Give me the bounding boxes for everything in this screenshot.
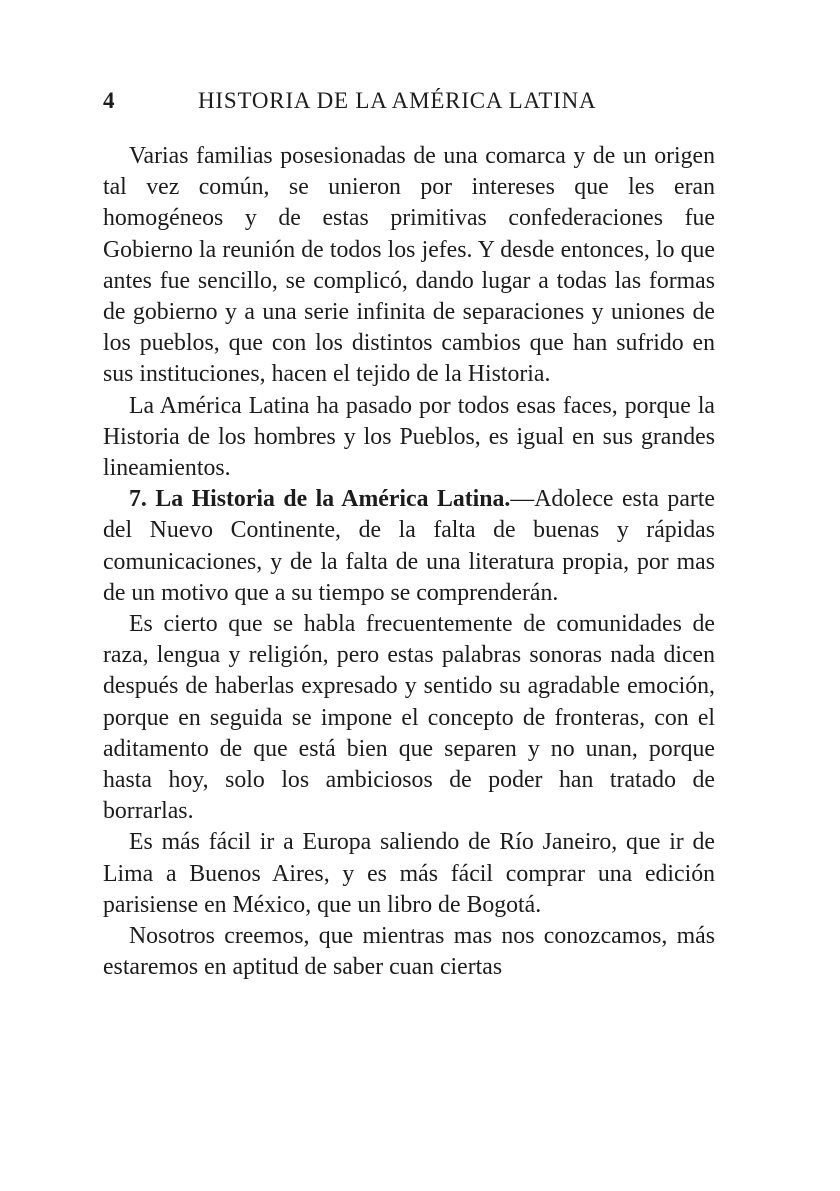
section-heading: 7. La Historia de la América Latina. [129, 486, 511, 513]
paragraph: La América Latina ha pasado por todos esas faces, porque la Historia de los hombres y los Pueblos, es igual en sus grandes lineamientos. [103, 392, 715, 482]
body-text [103, 141, 715, 983]
page-number: 4 [103, 88, 116, 113]
paragraph: Nosotros creemos, que mientras mas nos conozcamos, más estaremos en aptitud de saber cuan ciertas [103, 923, 715, 981]
paragraph: Es más fácil ir a Europa saliendo de Río Janeiro, que ir de Lima a Buenos Aires, y es más fácil comprar una edición parisiense en México, que un libro de Bogotá. [103, 829, 715, 918]
section-paragraph [103, 484, 715, 609]
paragraph: Varias familias posesionadas de una comarca y de un origen tal vez común, se unieron por intereses que les eran homogéneos y de estas primitivas confederaciones fue Gobierno la reunión de todos los jefes. Y desde entonces, lo que antes fue sencillo, se complicó, dando lugar a todas las formas de gobierno y a una serie infinita de separaciones y uniones de los pueblos, que con los distintos cambios que han sufrido en sus instituciones, hacen el tejido de la Historia. [103, 143, 715, 388]
section-paragraph-text: —Adolece esta parte del Nuevo Continente, de la falta de buenas y rápidas comunicaciones, y de la falta de una literatura propia, por mas de un motivo que a su tiempo se comprenderán. [103, 486, 715, 606]
page-header [103, 88, 715, 122]
paragraph: Es cierto que se habla frecuentemente de comunidades de raza, lengua y religión, pero estas palabras sonoras nada dicen después de haberlas expresado y sentido su agradable emoción, porque en seguida se impone el concepto de fronteras, con el aditamento de que está bien que separen y no unan, porque hasta hoy, solo los ambiciosos de poder han tratado de borrarlas. [103, 611, 715, 825]
running-title: HISTORIA DE LA AMÉRICA LATINA [198, 88, 597, 113]
